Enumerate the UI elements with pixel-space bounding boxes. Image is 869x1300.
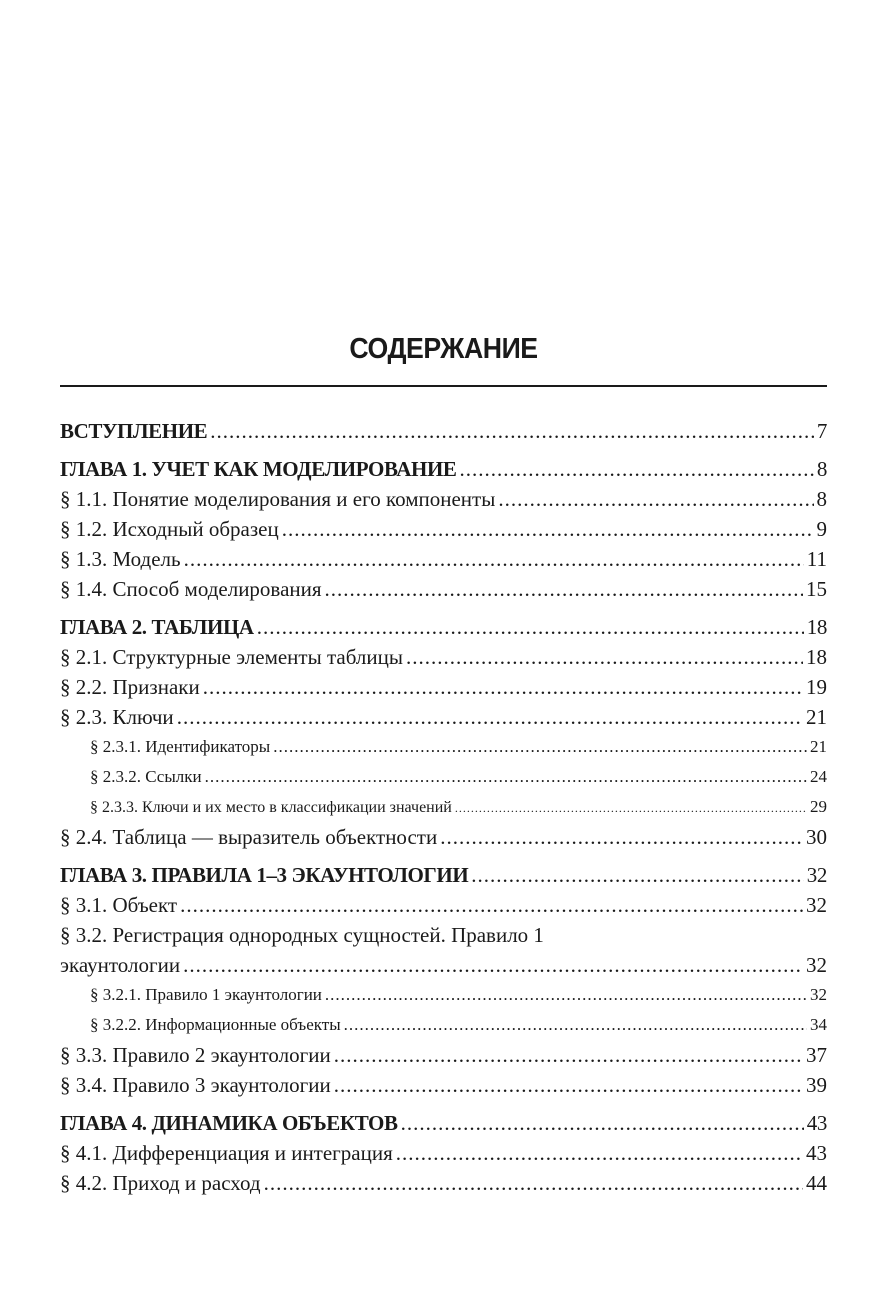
dot-leader bbox=[257, 612, 804, 642]
entry-label: § 3.4. Правило 3 экаунтологии bbox=[60, 1073, 331, 1097]
entry-label: ВСТУПЛЕНИЕ bbox=[60, 419, 208, 443]
page-number: 34 bbox=[810, 1015, 827, 1034]
toc-section[interactable] bbox=[60, 1040, 827, 1070]
toc-section[interactable] bbox=[60, 702, 827, 732]
toc-section[interactable] bbox=[60, 574, 827, 604]
dot-leader bbox=[273, 732, 807, 762]
dot-leader bbox=[460, 454, 814, 484]
entry-label: § 1.2. Исходный образец bbox=[60, 517, 279, 541]
page-number: 32 bbox=[806, 953, 827, 977]
entry-label: экаунтологии bbox=[60, 953, 181, 977]
page-number: 8 bbox=[816, 457, 827, 481]
entry-label: § 3.2.1. Правило 1 экаунтологии bbox=[90, 985, 322, 1004]
toc-section[interactable] bbox=[60, 950, 827, 980]
toc-chapter[interactable] bbox=[60, 860, 827, 890]
page-number: 43 bbox=[806, 1111, 827, 1135]
dot-leader bbox=[396, 1138, 803, 1168]
toc-section[interactable] bbox=[60, 544, 827, 574]
page-number: 39 bbox=[806, 1073, 827, 1097]
page-number: 32 bbox=[806, 863, 827, 887]
page-number: 37 bbox=[806, 1043, 827, 1067]
page-number: 32 bbox=[806, 893, 827, 917]
entry-label: § 2.3. Ключи bbox=[60, 705, 174, 729]
page-number: 30 bbox=[806, 825, 827, 849]
page-number: 21 bbox=[810, 737, 827, 756]
entry-label: § 3.2.2. Информационные объекты bbox=[90, 1015, 341, 1034]
dot-leader bbox=[440, 822, 803, 852]
dot-leader bbox=[205, 762, 807, 792]
page-title: СОДЕРЖАНИЕ bbox=[349, 333, 538, 365]
dot-leader bbox=[455, 793, 807, 823]
toc-subsection[interactable] bbox=[60, 732, 827, 762]
entry-label: § 2.3.1. Идентификаторы bbox=[90, 737, 271, 756]
entry-label: § 2.3.2. Ссылки bbox=[90, 767, 202, 786]
toc-section[interactable] bbox=[60, 672, 827, 702]
dot-leader bbox=[471, 860, 804, 890]
dot-leader bbox=[325, 574, 803, 604]
page-number: 24 bbox=[810, 767, 827, 786]
toc-subsection[interactable] bbox=[60, 792, 827, 822]
toc-section-first-line[interactable] bbox=[60, 920, 827, 950]
dot-leader bbox=[325, 980, 807, 1010]
dot-leader bbox=[334, 1070, 803, 1100]
entry-label: § 4.2. Приход и расход bbox=[60, 1171, 261, 1195]
dot-leader bbox=[177, 702, 803, 732]
page-number: 18 bbox=[806, 645, 827, 669]
dot-leader bbox=[344, 1010, 807, 1040]
toc-section[interactable] bbox=[60, 890, 827, 920]
dot-leader bbox=[203, 672, 803, 702]
page-number: 8 bbox=[816, 487, 827, 511]
title-rule bbox=[60, 385, 827, 387]
toc-chapter[interactable] bbox=[60, 612, 827, 642]
entry-label: ГЛАВА 3. ПРАВИЛА 1–3 ЭКАУНТОЛОГИИ bbox=[60, 863, 469, 887]
dot-leader bbox=[210, 416, 814, 446]
toc-page bbox=[60, 0, 827, 1300]
toc-section[interactable] bbox=[60, 1168, 827, 1198]
toc-section[interactable] bbox=[60, 1070, 827, 1100]
dot-leader bbox=[264, 1168, 803, 1198]
table-of-contents bbox=[60, 408, 827, 1198]
dot-leader bbox=[498, 484, 813, 514]
page-number: 11 bbox=[806, 547, 827, 571]
entry-label: § 2.1. Структурные элементы таблицы bbox=[60, 645, 403, 669]
toc-chapter[interactable] bbox=[60, 1108, 827, 1138]
page-number: 18 bbox=[806, 615, 827, 639]
dot-leader bbox=[334, 1040, 803, 1070]
toc-subsection[interactable] bbox=[60, 1010, 827, 1040]
page-number: 44 bbox=[806, 1171, 827, 1195]
toc-chapter[interactable] bbox=[60, 454, 827, 484]
entry-label: § 2.3.3. Ключи и их место в классификации значений bbox=[90, 799, 452, 816]
entry-label: § 2.2. Признаки bbox=[60, 675, 200, 699]
toc-section[interactable] bbox=[60, 1138, 827, 1168]
toc-section[interactable] bbox=[60, 642, 827, 672]
dot-leader bbox=[183, 950, 803, 980]
entry-label: § 1.4. Способ моделирования bbox=[60, 577, 322, 601]
entry-label: § 3.3. Правило 2 экаунтологии bbox=[60, 1043, 331, 1067]
toc-section[interactable] bbox=[60, 484, 827, 514]
page-number: 15 bbox=[806, 577, 827, 601]
entry-label: § 1.3. Модель bbox=[60, 547, 181, 571]
page-number: 29 bbox=[810, 797, 827, 816]
entry-label: § 1.1. Понятие моделирования и его компоненты bbox=[60, 487, 496, 511]
page-number: 9 bbox=[816, 517, 827, 541]
page-number: 32 bbox=[810, 985, 827, 1004]
dot-leader bbox=[406, 642, 803, 672]
entry-label: § 2.4. Таблица — выразитель объектности bbox=[60, 825, 438, 849]
entry-label: ГЛАВА 1. УЧЕТ КАК МОДЕЛИРОВАНИЕ bbox=[60, 457, 457, 481]
dot-leader bbox=[180, 890, 803, 920]
dot-leader bbox=[401, 1108, 804, 1138]
entry-label: § 3.1. Объект bbox=[60, 893, 178, 917]
dot-leader bbox=[184, 544, 804, 574]
toc-chapter[interactable] bbox=[60, 416, 827, 446]
toc-section[interactable] bbox=[60, 514, 827, 544]
page-number: 21 bbox=[806, 705, 827, 729]
entry-label: § 3.2. Регистрация однородных сущностей. Правило 1 bbox=[60, 923, 544, 947]
entry-label: ГЛАВА 2. ТАБЛИЦА bbox=[60, 615, 254, 639]
page-number: 43 bbox=[806, 1141, 827, 1165]
page-number: 7 bbox=[816, 419, 827, 443]
entry-label: § 4.1. Дифференциация и интеграция bbox=[60, 1141, 393, 1165]
toc-section[interactable] bbox=[60, 822, 827, 852]
page-number: 19 bbox=[806, 675, 827, 699]
entry-label: ГЛАВА 4. ДИНАМИКА ОБЪЕКТОВ bbox=[60, 1111, 398, 1135]
toc-subsection[interactable] bbox=[60, 762, 827, 792]
toc-subsection[interactable] bbox=[60, 980, 827, 1010]
dot-leader bbox=[282, 514, 814, 544]
